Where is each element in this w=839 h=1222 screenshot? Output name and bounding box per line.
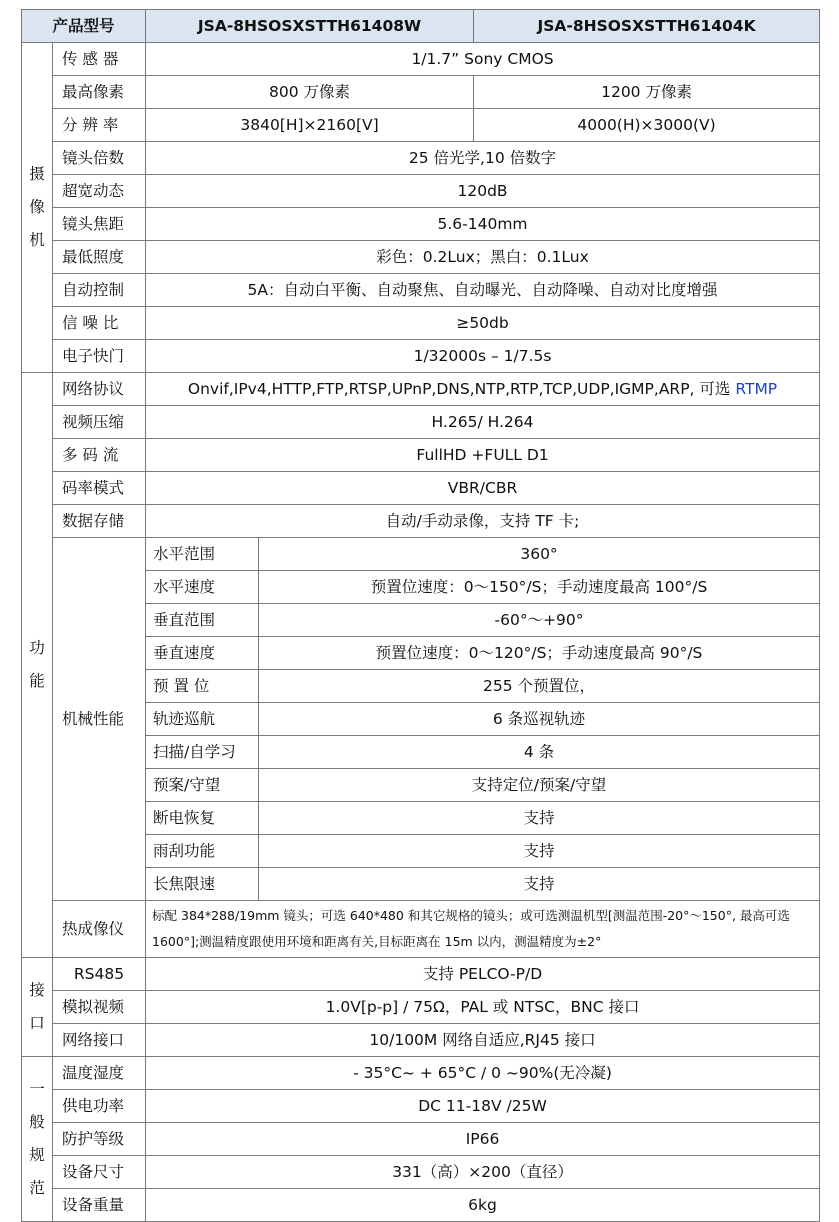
sub-value: 支持定位/预案/守望	[259, 769, 820, 802]
header-model-b: JSA-8HSOSXSTTH61404K	[474, 10, 820, 43]
sub-label: 垂直速度	[146, 637, 259, 670]
sub-value: 支持	[259, 868, 820, 901]
mechanical-label: 机械性能	[53, 538, 146, 901]
thermal-value: 标配 384*288/19mm 镜头；可选 640*480 和其它规格的镜头；或可选测温机型[测温范围-20°～150°, 最高可选 1600°];测温精度跟使用环境和距离有关,目标距离在 15m 以内，测温精度为±2°	[146, 901, 820, 958]
row-label: 网络协议	[53, 373, 146, 406]
row-value: VBR/CBR	[146, 472, 820, 505]
row-value: 25 倍光学,10 倍数字	[146, 142, 820, 175]
sub-value: 4 条	[259, 736, 820, 769]
table-row	[22, 340, 820, 373]
row-label: 视频压缩	[53, 406, 146, 439]
sub-label: 预 置 位	[146, 670, 259, 703]
table-row	[22, 274, 820, 307]
table-row	[22, 505, 820, 538]
sub-label: 扫描/自学习	[146, 736, 259, 769]
sub-value: 预置位速度：0～150°/S；手动速度最高 100°/S	[259, 571, 820, 604]
table-row	[22, 241, 820, 274]
row-label: 供电功率	[53, 1090, 146, 1123]
table-row	[22, 1090, 820, 1123]
row-value: 6kg	[146, 1189, 820, 1222]
row-label: 码率模式	[53, 472, 146, 505]
row-value	[146, 373, 820, 406]
sub-value: 预置位速度：0～120°/S；手动速度最高 90°/S	[259, 637, 820, 670]
table-row	[22, 439, 820, 472]
row-value: 331（高）×200（直径）	[146, 1156, 820, 1189]
row-value: FullHD +FULL D1	[146, 439, 820, 472]
category-camera: 摄 像 机	[22, 43, 53, 373]
row-value: 自动/手动录像，支持 TF 卡;	[146, 505, 820, 538]
sub-label: 垂直范围	[146, 604, 259, 637]
row-value: 10/100M 网络自适应,RJ45 接口	[146, 1024, 820, 1057]
table-row	[22, 958, 820, 991]
row-label: 镜头倍数	[53, 142, 146, 175]
sub-label: 预案/守望	[146, 769, 259, 802]
table-row	[22, 1123, 820, 1156]
sub-value: 6 条巡视轨迹	[259, 703, 820, 736]
row-label: 网络接口	[53, 1024, 146, 1057]
row-label: 自动控制	[53, 274, 146, 307]
header-label: 产品型号	[22, 10, 146, 43]
row-value: 120dB	[146, 175, 820, 208]
row-label: 电子快门	[53, 340, 146, 373]
spec-table	[21, 9, 820, 1222]
sub-value: 支持	[259, 802, 820, 835]
row-label: 多 码 流	[53, 439, 146, 472]
category-interface: 接 口	[22, 958, 53, 1057]
row-value-b: 1200 万像素	[474, 76, 820, 109]
row-value: 1/1.7” Sony CMOS	[146, 43, 820, 76]
row-value: 5.6-140mm	[146, 208, 820, 241]
thermal-label: 热成像仪	[53, 901, 146, 958]
table-row	[22, 208, 820, 241]
header-row	[22, 10, 820, 43]
table-row	[22, 1189, 820, 1222]
row-value-b: 4000(H)×3000(V)	[474, 109, 820, 142]
row-label: 设备重量	[53, 1189, 146, 1222]
row-value-a: 3840[H]×2160[V]	[146, 109, 474, 142]
rtmp-link[interactable]: RTMP	[735, 380, 778, 398]
row-label: 防护等级	[53, 1123, 146, 1156]
sub-label: 长焦限速	[146, 868, 259, 901]
row-label: 超宽动态	[53, 175, 146, 208]
row-value: 1.0V[p-p] / 75Ω，PAL 或 NTSC，BNC 接口	[146, 991, 820, 1024]
row-value-a: 800 万像素	[146, 76, 474, 109]
table-row	[22, 142, 820, 175]
row-label: 传 感 器	[53, 43, 146, 76]
sub-value: 360°	[259, 538, 820, 571]
sub-value: -60°～+90°	[259, 604, 820, 637]
sub-label: 水平范围	[146, 538, 259, 571]
sub-label: 断电恢复	[146, 802, 259, 835]
row-label: 镜头焦距	[53, 208, 146, 241]
table-row	[22, 901, 820, 958]
category-function: 功 能	[22, 373, 53, 958]
row-value: H.265/ H.264	[146, 406, 820, 439]
row-label: 模拟视频	[53, 991, 146, 1024]
table-row	[22, 472, 820, 505]
row-label: 分 辨 率	[53, 109, 146, 142]
sub-label: 雨刮功能	[146, 835, 259, 868]
row-value: IP66	[146, 1123, 820, 1156]
category-general: 一 般 规 范	[22, 1057, 53, 1222]
sub-label: 轨迹巡航	[146, 703, 259, 736]
table-row	[22, 43, 820, 76]
row-label: 信 噪 比	[53, 307, 146, 340]
table-row	[22, 1057, 820, 1090]
row-value: DC 11-18V /25W	[146, 1090, 820, 1123]
row-value: - 35°C~ + 65°C / 0 ~90%(无冷凝)	[146, 1057, 820, 1090]
row-value: ≥50db	[146, 307, 820, 340]
table-row	[22, 76, 820, 109]
protocol-list: Onvif,IPv4,HTTP,FTP,RTSP,UPnP,DNS,NTP,RTP,TCP,UDP,IGMP,ARP, 可选	[187, 380, 736, 398]
row-label: 数据存储	[53, 505, 146, 538]
table-row	[22, 538, 820, 571]
table-row	[22, 175, 820, 208]
table-row	[22, 1024, 820, 1057]
table-row	[22, 307, 820, 340]
row-value: 支持 PELCO-P/D	[146, 958, 820, 991]
row-label: 温度湿度	[53, 1057, 146, 1090]
row-label: 最高像素	[53, 76, 146, 109]
header-model-a: JSA-8HSOSXSTTH61408W	[146, 10, 474, 43]
table-row	[22, 109, 820, 142]
sub-value: 支持	[259, 835, 820, 868]
sub-label: 水平速度	[146, 571, 259, 604]
row-label: 最低照度	[53, 241, 146, 274]
sub-value: 255 个预置位，	[259, 670, 820, 703]
table-row	[22, 373, 820, 406]
row-label: RS485	[53, 958, 146, 991]
table-row	[22, 406, 820, 439]
table-row	[22, 1156, 820, 1189]
row-label: 设备尺寸	[53, 1156, 146, 1189]
row-value: 5A：自动白平衡、自动聚焦、自动曝光、自动降噪、自动对比度增强	[146, 274, 820, 307]
row-value: 彩色：0.2Lux；黑白：0.1Lux	[146, 241, 820, 274]
row-value: 1/32000s – 1/7.5s	[146, 340, 820, 373]
table-row	[22, 991, 820, 1024]
